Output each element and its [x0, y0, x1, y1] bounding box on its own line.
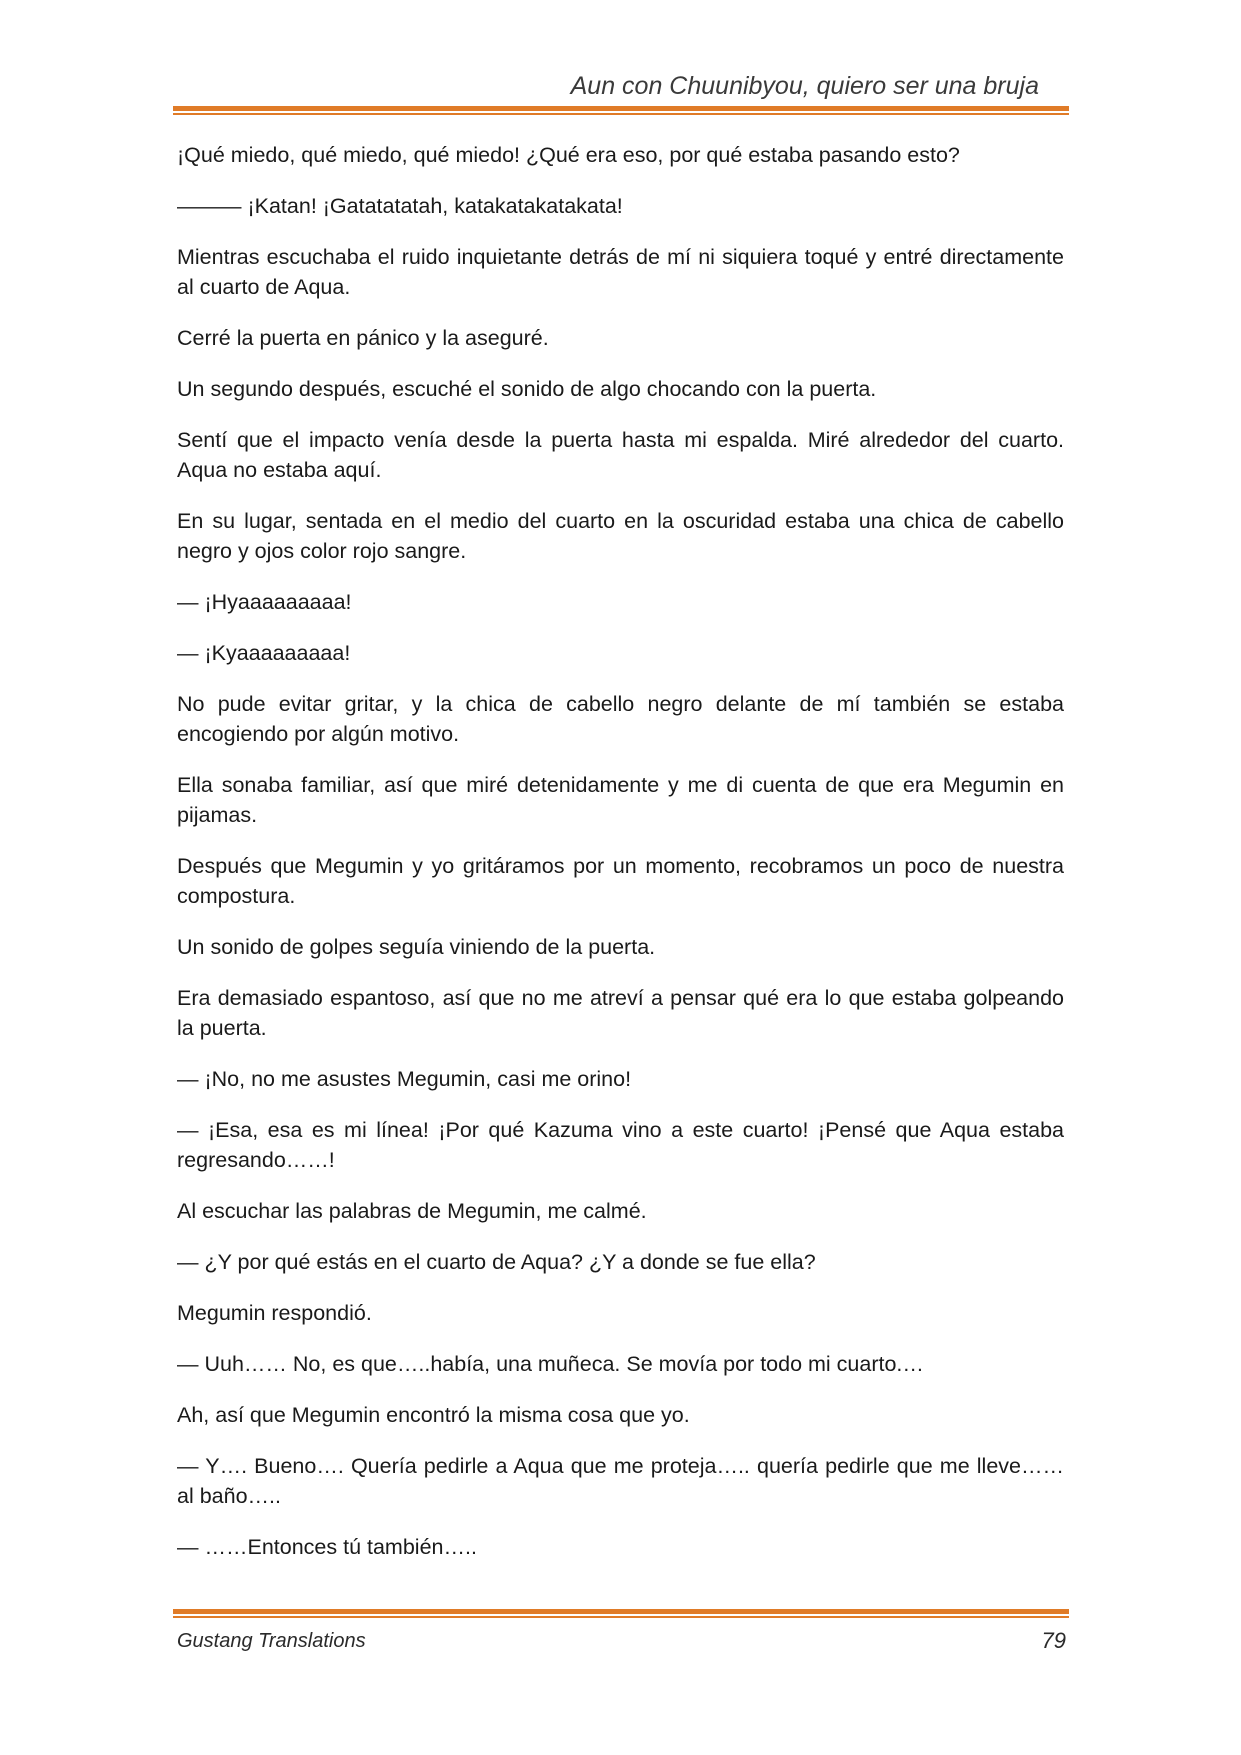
paragraph: Sentí que el impacto venía desde la puerta hasta mi espalda. Miré alrededor del cuarto. Aqua no estaba aquí. [177, 428, 1064, 482]
footer-rule-thin [173, 1616, 1069, 1618]
paragraph: ——— ¡Katan! ¡Gatatatatah, katakatakatakata! [177, 194, 623, 218]
paragraph: Después que Megumin y yo gritáramos por un momento, recobramos un poco de nuestra compostura. [177, 854, 1064, 908]
paragraph: — Y…. Bueno…. Quería pedirle a Aqua que me proteja….. quería pedirle que me lleve……al baño….. [177, 1454, 1064, 1508]
paragraph: Un sonido de golpes seguía viniendo de la puerta. [177, 935, 656, 959]
paragraph: Ella sonaba familiar, así que miré detenidamente y me di cuenta de que era Megumin en pijamas. [177, 773, 1064, 827]
paragraph: Era demasiado espantoso, así que no me atreví a pensar qué era lo que estaba golpeando la puerta. [177, 986, 1064, 1040]
header-rule-thick [173, 106, 1069, 111]
paragraph: Megumin respondió. [177, 1301, 372, 1325]
page-number: 79 [1041, 1628, 1066, 1653]
paragraph: Cerré la puerta en pánico y la aseguré. [177, 326, 549, 350]
paragraph: — ¡Esa, esa es mi línea! ¡Por qué Kazuma vino a este cuarto! ¡Pensé que Aqua estaba regresando……! [177, 1118, 1064, 1172]
paragraph: — ……Entonces tú también….. [177, 1535, 477, 1559]
paragraph: — ¡Hyaaaaaaaaa! [177, 590, 352, 614]
header-title: Aun con Chuunibyou, quiero ser una bruja [570, 72, 1039, 100]
footer-rule-thick [173, 1609, 1069, 1614]
paragraph: — Uuh…… No, es que…..había, una muñeca. Se movía por todo mi cuarto.… [177, 1352, 924, 1376]
paragraph: Mientras escuchaba el ruido inquietante detrás de mí ni siquiera toqué y entré directamente al cuarto de Aqua. [177, 245, 1064, 299]
paragraph: En su lugar, sentada en el medio del cuarto en la oscuridad estaba una chica de cabello negro y ojos color rojo sangre. [177, 509, 1064, 563]
header-rule-thin [173, 113, 1069, 115]
body-text [177, 140, 1064, 1583]
paragraph: — ¡Kyaaaaaaaaa! [177, 641, 351, 665]
paragraph: No pude evitar gritar, y la chica de cabello negro delante de mí también se estaba encogiendo por algún motivo. [177, 692, 1064, 746]
paragraph: Un segundo después, escuché el sonido de algo chocando con la puerta. [177, 377, 877, 401]
footer-credit: Gustang Translations [177, 1630, 366, 1652]
paragraph: Al escuchar las palabras de Megumin, me calmé. [177, 1199, 647, 1223]
paragraph: Ah, así que Megumin encontró la misma cosa que yo. [177, 1403, 690, 1427]
paragraph: — ¡No, no me asustes Megumin, casi me orino! [177, 1067, 632, 1091]
paragraph: — ¿Y por qué estás en el cuarto de Aqua? ¿Y a donde se fue ella? [177, 1250, 816, 1274]
paragraph: ¡Qué miedo, qué miedo, qué miedo! ¿Qué era eso, por qué estaba pasando esto? [177, 143, 960, 167]
